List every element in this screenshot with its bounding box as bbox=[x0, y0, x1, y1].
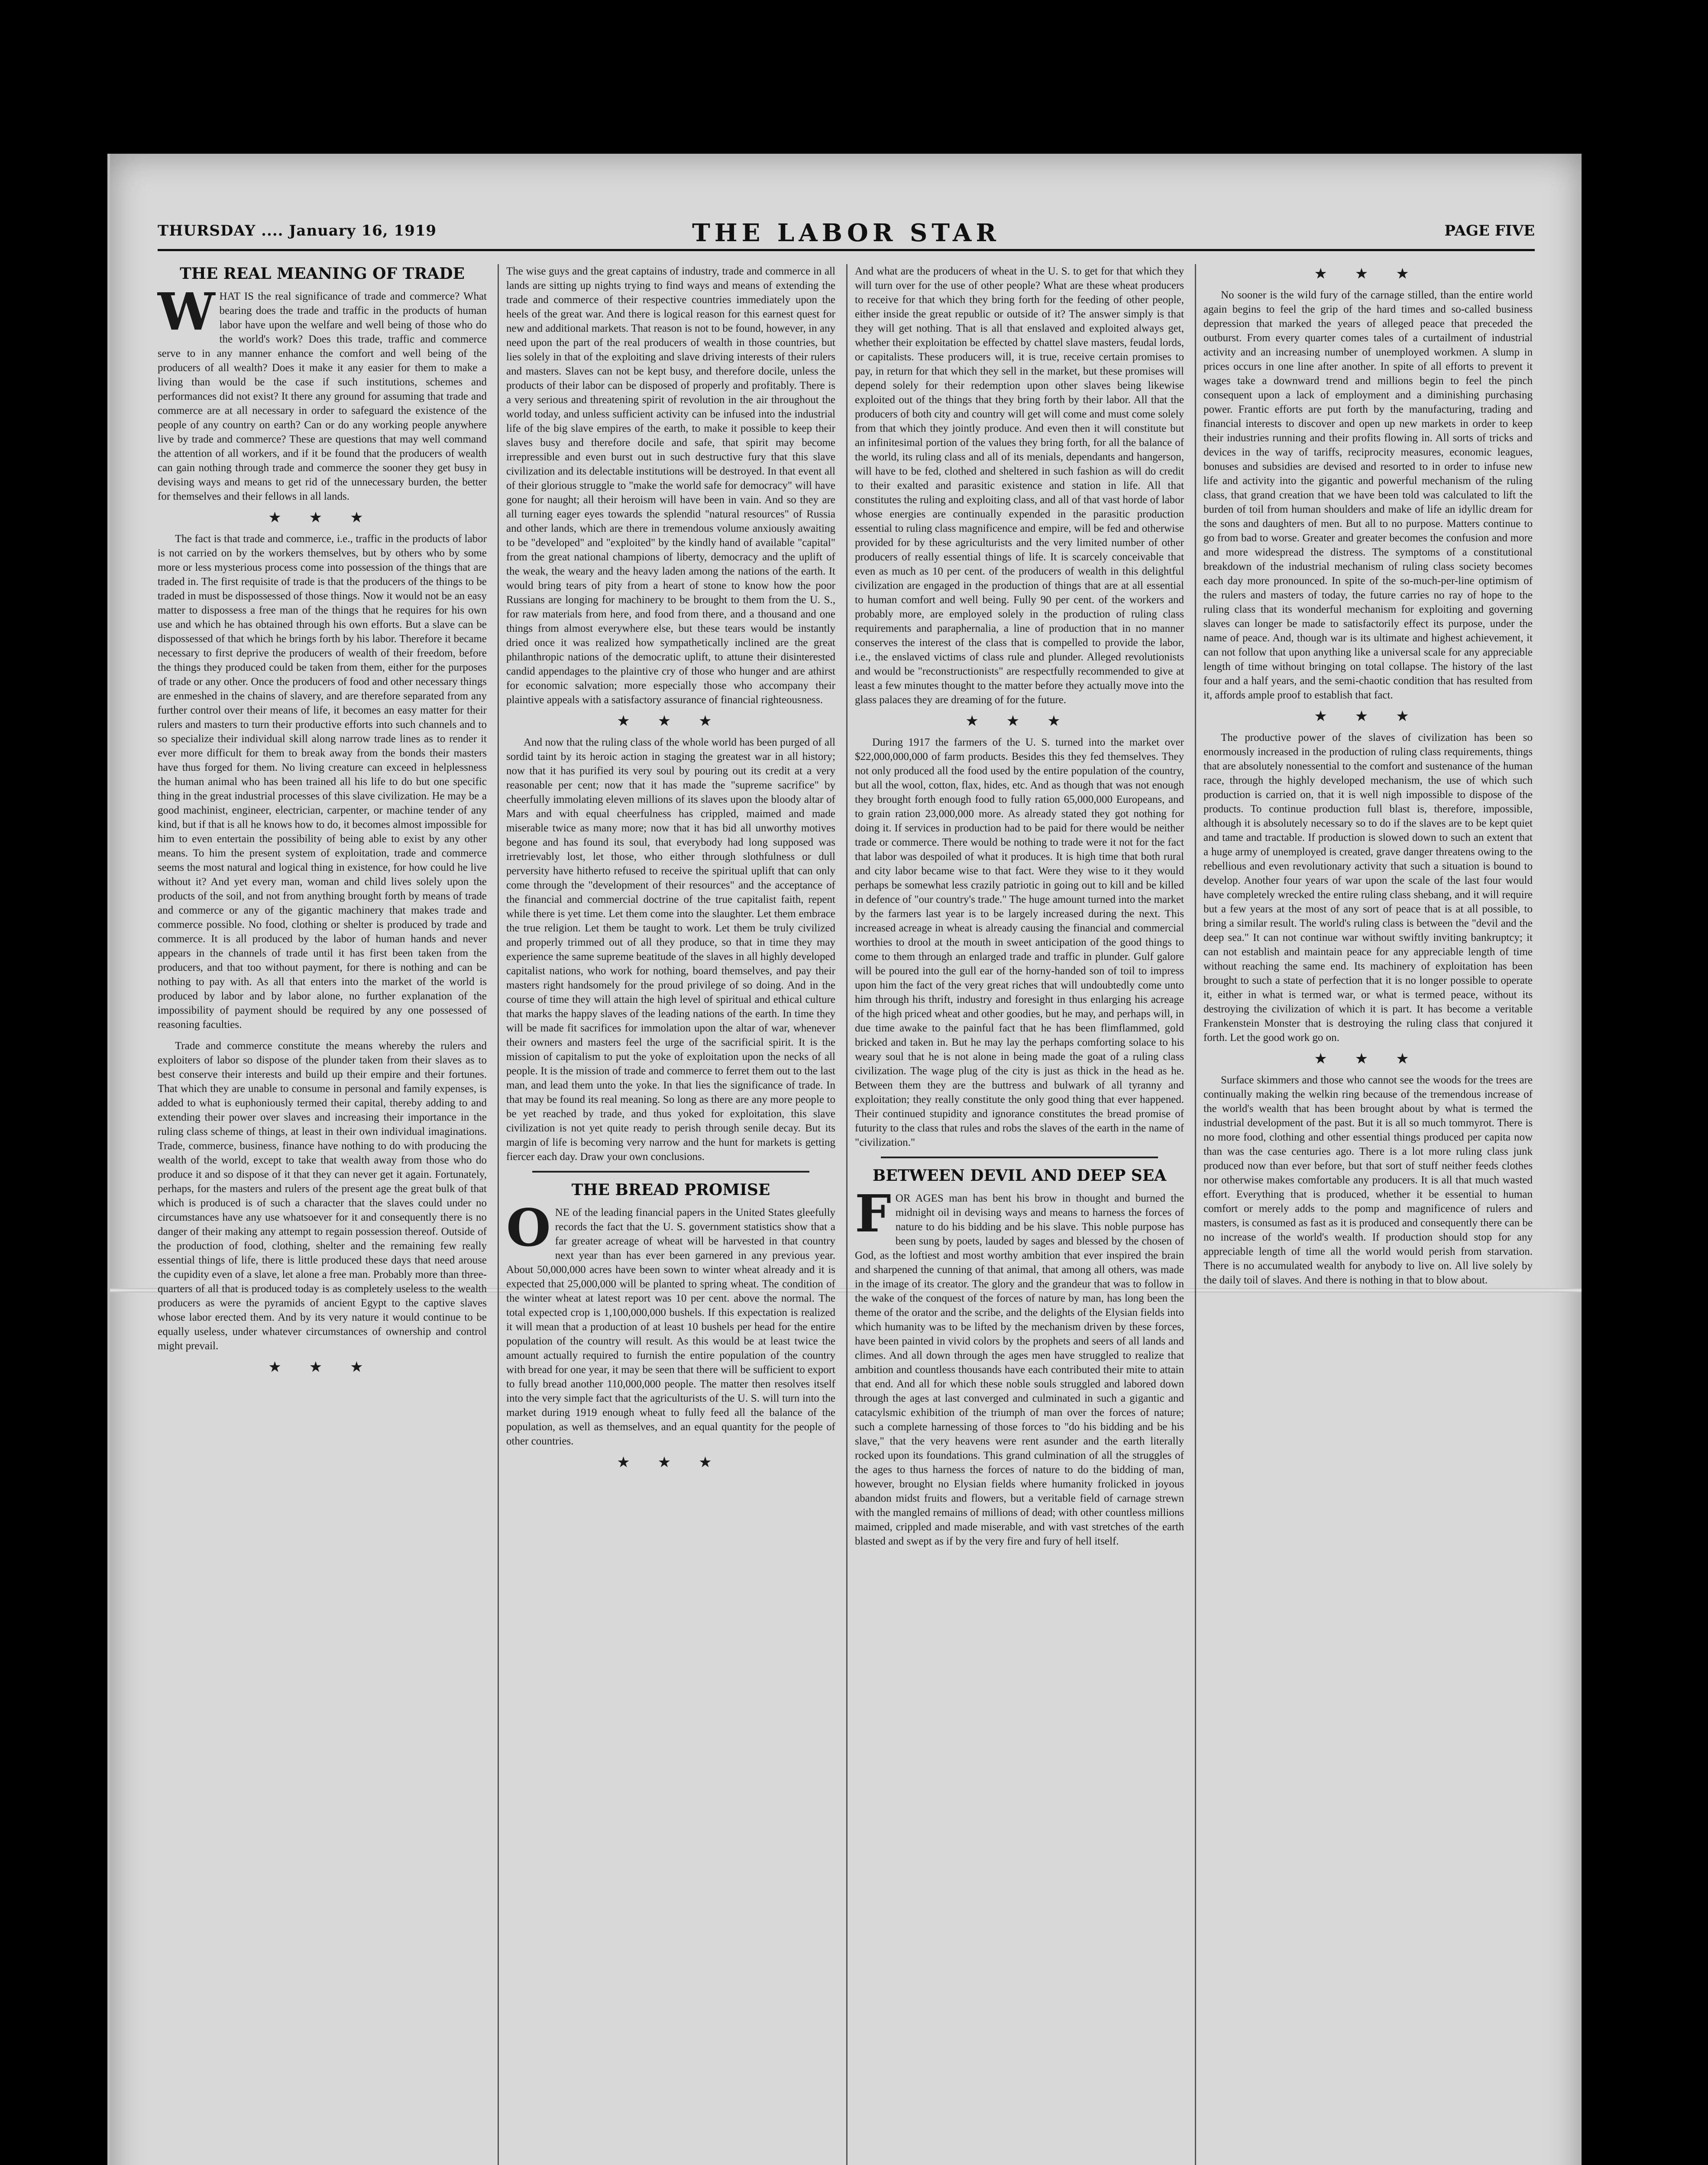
issue-date: THURSDAY .... January 16, 1919 bbox=[158, 222, 437, 239]
paragraph-text: OR AGES man has bent his brow in thought and burned the midnight oil in devising ways and means to harness the forces of nature to do his bidding and be his slave. This noble purpose has been sung by poets, lauded by sages and blessed by the chosen of God, as the loftiest and most worthy ambition that ever inspired the brain and sharpened the cunning of that animal, that among all others, was made in the image of its creator. The glory and the grandeur that was to follow in the wake of the conquest of the forces of nature by man, has long been the theme of the orator and the scribe, and the delights of the Elysian fields into which humanity was to be lifted by the mechanism driven by these forces, have been painted in vivid colors by the prophets and seers of all lands and climes. And all down through the ages men have struggled to realize that ambition and countless thousands have each contributed their mite to attain that end. And all for which these noble souls struggled and labored down through the ages at last converged and culminated in such a gigantic and catacylsmic exhibition of the triumph of man over the forces of nature; such a complete harnessing of those forces to "do his bidding and be his slave," that the very heavens were rent asunder and the earth literally rocked upon its foundations. This grand culmination of all the struggles of the ages to thus harness the forces of nature to do the bidding of man, however, brought no Elysian fields where humanity frolicked in joyous abandon midst fruits and flowers, but a veritable field of carnage strewn with the mangled remains of millions of dead; with other countless millions maimed, crippled and made miserable, and with vast stretches of the earth blasted and swept as if by the very fire and fury of hell itself. bbox=[855, 1192, 1184, 1547]
column-4 bbox=[1203, 264, 1533, 1294]
paragraph-text: HAT IS the real significance of trade and commerce? What bearing does the trade and traffic in the products of human labor have upon the welfare and well being of those who do the world's work? Does this trade, traffic and commerce serve to in any manner enhance the comfort and well being of the producers of all wealth? Does it make it any easier for them to make a living than would be the case if such institutions, schemes and performances did not exist? It there any ground for assuming that trade and commerce are at all necessary in order to safeguard the existence of the people of any country on earth? Can or do any working people anywhere live by trade and commerce? These are questions that may well command the attention of all workers, and if it be found that the producers of wealth can gain nothing through trade and commerce the sooner they get busy in devising ways and means to get rid of the unnecessary burden, the better for themselves and their fellows in all lands. bbox=[158, 291, 487, 502]
separator-stars: ★ ★ ★ bbox=[1315, 709, 1421, 724]
article-paragraph: And now that the ruling class of the whole world has been purged of all sordid taint by its heroic action in staging the greatest war in all history; now that it has purified its very soul by pouring out its credit at a very reasonable per cent; now that it has made the "supreme sacrifice" by cheerfully immolating eleven millions of its slaves upon the bloody altar of Mars and with equal cheerfulness has crippled, maimed and made miserable twice as many more; now that it has bid all unworthy motives begone and has found its soul, that everybody had long supposed was irretrievably lost, let those, who either through slothfulness or dull perversity have hitherto refused to receive the spiritual uplift that can only come through the "development of their resources" and the acceptance of the financial and commercial doctrine of the true capitalist faith, repent while there is yet time. Let them come into the slaughter. Let them embrace the true religion. Let them be taught to work. Let them be truly civilized and properly trimmed out of all they produce, so that in time they may experience the same supreme beatitude of the slaves in all highly developed capitalist nations, who work for nothing, board themselves, and pay their masters right handsomely for the proud privilege of so doing. And in the course of time they will attain the high level of spiritual and ethical culture that marks the happy slaves of the leading nations of the earth. In time they will be made fit sacrifices for immolation upon the altar of war, whenever their owners and masters feel the urge of the sacrificial spirit. It is the mission of capitalism to put the yoke of exploitation upon the necks of all people. It is the mission of trade and commerce to ferret them out to the last man, and lead them unto the yoke. In that lies the significance of trade. In that may be found its real meaning. So long as there are any more people to be yet reached by trade, and thus yoked for exploitation, this slave civilization is not yet quite ready to perish through senile decay. But its margin of life is becoming very narrow and the hunt for markets is getting fiercer each day. Draw your own conclusions. bbox=[506, 737, 835, 1163]
article-paragraph bbox=[855, 1183, 1184, 1548]
page-number: PAGE FIVE bbox=[1444, 222, 1535, 239]
article-paragraph: And what are the producers of wheat in the U. S. to get for that which they will turn over for the use of other people? What are these wheat producers to receive for that which they bring forth for the feeding of other people, either inside the great republic or outside of it? The answer simply is that they will get nothing. That is all that enslaved and exploited always get, whether their exploitation be effected by chattel slave masters, feudal lords, or capitalists. These producers will, it is true, receive certain promises to pay, in return for that which they sell in the market, but these promises will depend solely for their redemption upon other slaves being likewise exploited out of the things that they bring forth by their labor. All that the producers of both city and country will get will come and must come solely from that which they jointly produce. And even then it will constitute but an infinitesimal portion of the values they bring forth, for all the balance of the world, its ruling class and all of its menials, dependants and hangerson, will have to be fed, clothed and sheltered in such fashion as will do credit to their exalted and parasitic existence and station in life. All that constitutes the ruling and exploiting class, and all of that vast horde of labor whose energies are continually expended in the parasitic production essential to ruling class magnificence and empire, will be fed and otherwise provided for by these agriculturists and the very limited number of other producers of really essential things of life. It is scarcely conceivable that even as much as 10 per cent. of the producers of wealth in this delightful civilization are engaged in the production of things that are at all essential to human comfort and well being. Fully 90 per cent. of the workers and probably more, are employed solely in the production of ruling class requirements and paraphernalia, a line of production that in no manner conserves the interest of the class that is compelled to provide the labor, i.e., the enslaved victims of class rule and plunder. Alleged revolutionists and would be "reconstructionists" are respectfully recommended to give at least a few minutes thought to the matter before they actually move into the glass palaces they are dreaming of for the future. bbox=[855, 265, 1184, 706]
separator-stars: ★ ★ ★ bbox=[269, 1360, 375, 1374]
separator-stars: ★ ★ ★ bbox=[1315, 1052, 1421, 1066]
drop-cap: F bbox=[855, 1183, 891, 1244]
column-rule bbox=[846, 264, 848, 2165]
article-headline-bread-promise: THE BREAD PROMISE bbox=[571, 1181, 770, 1199]
article-paragraph: The wise guys and the great captains of industry, trade and commerce in all lands are sitting up nights trying to find ways and means of extending the trade and commerce of their respective countries immediately upon the heels of the great war. And there is logical reason for this earnest quest for new and additional markets. That reason is not to be found, however, in any need upon the part of the real producers of wealth in those countries, but lies solely in that of the exploiting and slave driving interests of their rulers and masters. Slaves can not be kept busy, and therefore docile, unless the products of their labor can be disposed of properly and profitably. There is a very serious and threatening spirit of revolution in the air throughout the world today, and unless sufficient activity can be infused into the industrial life of the big slave empires of the earth, to make it possible to keep their slaves busy and therefore docile and safe, that spirit may become irrepressible and even burst out in such destructive fury that this slave civilization and its delectable institutions will be destroyed. In that event all of their glorious struggle to "make the world safe for democracy" will have gone for naught; all their heroism will have been in vain. And so they are all turning eager eyes towards the splendid "natural resources" of Russia and other lands, which are there in tremendous volume anxiously awaiting to be "developed" and "exploited" by the kindly hand of available "capital" from the great national champions of liberty, democracy and the uplift of the weak, the weary and the heavy laden among the nations of the earth. It would bring tears of pity from a heart of stone to know how the poor Russians are longing for machinery to be brought to them from the U. S., for raw materials from here, and food from there, and a thousand and one things from almost everywhere else, but these tears would be instantly dried once it was realized how sympathetically inclined are the great philanthropic nations of the democratic uplift, to attune their disinterested candid appendages to the plaintive cry of those who hunger and are athirst for economic salvation; more especially those who accompany their plaintive appeals with a satisfactory assurance of financial righteousness. bbox=[506, 265, 835, 706]
article-paragraph bbox=[158, 281, 487, 504]
article-headline-real-meaning: THE REAL MEANING OF TRADE bbox=[180, 265, 465, 283]
headline-rule bbox=[881, 1157, 1158, 1158]
newspaper-page bbox=[107, 154, 1582, 2165]
article-paragraph: During 1917 the farmers of the U. S. turned into the market over $22,000,000,000 of farm products. Besides this they fed themselves. They not only produced all the food used by the entire population of the country, but all the wool, cotton, flax, hides, etc. And as though that was not enough they brought forth enough food to fully ration 65,000,000 Europeans, and to grain ration 23,000,000 more. As already stated they got nothing for doing it. If services in production had to be paid for there would be neither trade or commerce. There would be nothing to trade were it not for the fact that labor was despoiled of what it produces. It is high time that both rural and city labor became wise to that fact. Were they wise to it they would perhaps be somewhat less crazily patriotic in going out to kill and be killed in defence of "our country's trade." The huge amount turned into the market by the farmers last year is to be largely increased during the next. This increased acreage in wheat is already causing the financial and commercial worthies to drool at the mouth in sweet anticipation of the good things to come to them through an enlarged trade and traffic in plunder. Gulf galore will be poured into the gull ear of the horny-handed son of toil to impress upon him the fact of the very great riches that will undoubtedly come unto him through his thrift, industry and foresight in thus enlarging his acreage of the high priced wheat and other goodies, but he may, and perhaps will, in due time awake to the painful fact that he has been flimflammed, gold bricked and taken in. But he may lay the perhaps comforting solace to his weary soul that he is not alone in being made the goat of a ruling class civilization. The wage plug of the city is just as thick in the head as he. Between them they are the buttress and bulwark of all tyranny and exploitation; they really constitute the only good thing that ever happened. Their continued stupidity and ignorance constitutes the bread promise of futurity to the class that rules and robs the slaves of the earth in the name of "civilization." bbox=[855, 737, 1184, 1148]
article-paragraph: Surface skimmers and those who cannot see the woods for the trees are continually making the welkin ring because of the tremendous increase of the world's wealth that has been brought about by what is termed the industrial development of the past. But it is all so much tommyrot. There is no more food, clothing and other essential things produced per capita now than was the case centuries ago. There is a lot more ruling class junk produced now than ever before, but that sort of stuff neither feeds clothes nor otherwise makes comfortable any producers. It is all that much wasted effort. Everything that is produced, whether it be essential to human comfort or merely adds to the pomp and magnificence of rulers and masters, is consumed as fast as it is produced and consequently there can be no increase of the world's wealth. If production should stop for any appreciable length of time all the world would perish from starvation. There is no accumulated wealth for anybody to live on. All live solely by the daily toil of slaves. And there is nothing in that to blow about. bbox=[1203, 1074, 1533, 1286]
masthead bbox=[158, 219, 1535, 251]
column-rule bbox=[498, 264, 499, 2165]
column-2 bbox=[506, 264, 835, 1477]
column-3 bbox=[855, 264, 1184, 1555]
newspaper-title: THE LABOR STAR bbox=[692, 219, 1000, 247]
drop-cap: W bbox=[158, 281, 215, 342]
separator-stars: ★ ★ ★ bbox=[618, 1455, 724, 1470]
headline-rule bbox=[532, 1171, 809, 1173]
article-paragraph: No sooner is the wild fury of the carnage stilled, than the entire world again begins to feel the grip of the hard times and so-called business depression that marked the years of alleged peace that preceded the outburst. From every quarter comes tales of a curtailment of industrial activity and an increasing number of unemployed workmen. A slump in prices occurs in one line after another. In spite of all efforts to prevent it wages take a downward trend and millions begin to feel the pinch consequent upon a lack of employment and a diminishing purchasing power. Frantic efforts are put forth by the manufacturing, trading and financial interests to discover and open up new markets in order to keep their industries running and their profits flowing in. All sorts of tricks and devices in the way of tariffs, reciprocity measures, economic leagues, bonuses and subsidies are devised and resorted to in order to infuse new life and activity into the gigantic and powerful mechanism of the ruling class, that grand creation that we have been told was calculated to lift the burden of toil from human shoulders and make of life an idyllic dream for the sons and daughters of men. But all to no purpose. Matters continue to go from bad to worse. Greater and greater becomes the confusion and more and more widespread the distress. The symptoms of a constitutional breakdown of the industrial mechanism of ruling class society becomes each day more pronounced. In spite of the so-much-per-line optimism of the rulers and masters of today, the future carries no ray of hope to the ruling class that its wonderful mechanism for exploiting and governing slaves can longer be made to satisfactorily effect its purpose, under the name of peace. And, though war is its ultimate and highest achievement, it can not follow that upon anything like a universal scale for any appreciable length of time without bringing on total collapse. The history of the last four and a half years, and the semi-chaotic condition that has resulted from it, affords ample proof to establish that fact. bbox=[1203, 289, 1533, 701]
article-paragraph: Trade and commerce constitute the means whereby the rulers and exploiters of labor so dispose of the plunder taken from their slaves as to best conserve their interests and build up their empire and their fortunes. That which they are unable to consume in personal and family expenses, is added to what is euphoniously termed their capital, thereby adding to and extending their power over slaves and increasing their importance in the ruling class scheme of things, at least in their own individual imaginations. Trade, commerce, business, finance have nothing to do with producing the wealth of the world, except to take that wealth away from those who do produce it and so dispose of it that they can never get it again. Fortunately, perhaps, for the masters and rulers of the present age the great bulk of that which is produced is of such a character that the slaves could under no circumstances have any use whatsoever for it and consequently there is no danger of their making any attempt to regain possession thereof. Outside of the production of food, clothing, shelter and the remaining few really essential things of life, there is little produced these days that need arouse the cupidity even of a slave, let alone a free man. Probably more than three-quarters of all that is produced today is as completely useless to the wealth producers as were the pyramids of ancient Egypt to the captive slaves whose labor erected them. And by its very nature it would continue to be equally useless, under whatever circumstances of ownership and control might prevail. bbox=[158, 1040, 487, 1352]
column-rule bbox=[1195, 264, 1196, 2165]
paragraph-text: NE of the leading financial papers in the United States gleefully records the fact that the U. S. government statistics show that a far greater acreage of wheat will be harvested in that country next year than has ever been garnered in any previous year. About 50,000,000 acres have been sown to winter wheat already and it is expected that 25,000,000 will be planted to spring wheat. The condition of the winter wheat at latest report was 10 per cent. above the normal. The total expected crop is 1,100,000,000 bushels. If this expectation is realized it will mean that a production of at least 10 bushels per head for the entire population of the country will result. As this would be at least twice the amount actually required to furnish the entire population of the country with bread for one year, it may be seen that there will be sufficient to export to fully bread another 110,000,000 people. The matter then resolves itself into the very simple fact that the agriculturists of the U. S. will turn into the market during 1919 enough wheat to fully feed all the balance of the population, as well as themselves, and an equal quantity for the people of other countries. bbox=[506, 1207, 835, 1447]
separator-stars: ★ ★ ★ bbox=[269, 511, 375, 525]
article-headline-devil-sea: BETWEEN DEVIL AND DEEP SEA bbox=[872, 1167, 1167, 1185]
article-paragraph: The fact is that trade and commerce, i.e., traffic in the products of labor is not carried on by the workers themselves, but by others who by some more or less mysterious process come into possession of the things that are traded in. The first requisite of trade is that the producers of the things to be traded in must be dispossessed of those things. Now it would not be an easy matter to dispossess a free man of the things that he requires for his own use and which he has obtained through his own efforts. But a slave can be dispossessed of that which he brings forth by his labor. Therefore it became necessary to first deprive the producers of wealth of their freedom, before the things they produced could be taken from them, either for the purposes of trade or any other. Once the producers of food and other necessary things are enmeshed in the chains of slavery, and are therefore separated from any further control over their means of life, it becomes an easy matter for their rulers and masters to turn their productive efforts into such channels and to so specialize their individual skill along narrow trade lines as to render it ever more difficult for them to break away from the bonds their masters have thus forged for them. No living creature can exceed in helplessness the human animal who has been trained all his life to do but one specific thing in the great industrial processes of this slave civilization. He may be a good machinist, engineer, electrician, carpenter, or machine tender of any kind, but if that is all he knows how to do, it becomes almost impossible for him to even entertain the possibility of being able to exist by any other means. To him the present system of exploitation, trade and commerce seems the most natural and logical thing in existence, for how could he live without it? And yet every man, woman and child lives solely upon the products of the soil, and not from anything brought forth by means of trade and commerce or any of the gigantic machinery that makes trade and commerce possible. No food, clothing or shelter is produced by trade and commerce. It is all produced by the labor of human hands and never appears in the channels of trade until it has first been taken from the producers, and that too without payment, for there is nothing and can be nothing to pay with. As all that enters into the market of the world is produced by labor and by labor alone, no further explanation of the impossibility of payment should be required by any one possessed of reasoning faculties. bbox=[158, 533, 487, 1031]
column-1 bbox=[158, 264, 487, 1381]
separator-stars: ★ ★ ★ bbox=[618, 714, 724, 728]
article-paragraph: The productive power of the slaves of civilization has been so enormously increased in the production of ruling class requirements, things that are absolutely nonessential to the comfort and sustenance of the human race, through the highly developed mechanism, the use of which such production is carried on, that it is well nigh impossible to dispose of the products. To continue production full blast is, therefore, impossible, although it is absolutely necessary so to do if the slaves are to be kept quiet and tame and tractable. If production is slowed down to such an extent that a huge army of unemployed is created, grave danger threatens owing to the rebellious and even revolutionary activity that such a situation is bound to develop. Another four years of war upon the scale of the last four would have completely wrecked the entire ruling class shebang, and it will require but a few years at the most of any sort of peace that is at all possible, to bring a similar result. The world's ruling class is between the "devil and the deep sea." It can not continue war without swiftly inviting bankruptcy; it can not establish and maintain peace for any appreciable length of time without reaching the same end. Its machinery of exploitation has been brought to such a state of perfection that it is no longer possible to operate it, either in what is termed war, or what is termed peace, without its destroying the civilization of which it is part. It has become a veritable Frankenstein Monster that is destroying the ruling class that conjured it forth. Let the good work go on. bbox=[1203, 732, 1533, 1044]
article-paragraph bbox=[506, 1198, 835, 1448]
separator-stars: ★ ★ ★ bbox=[966, 714, 1073, 728]
drop-cap: O bbox=[506, 1198, 551, 1258]
separator-stars: ★ ★ ★ bbox=[1315, 267, 1421, 281]
